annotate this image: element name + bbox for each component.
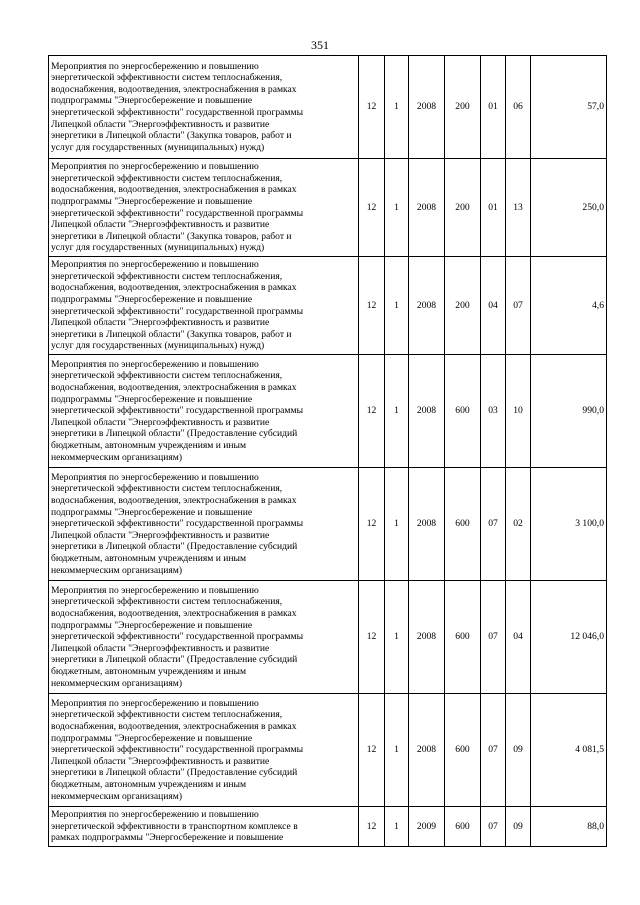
col-3-cell: 2009 bbox=[409, 807, 445, 847]
table-row bbox=[49, 159, 607, 257]
page-number: 351 bbox=[311, 38, 329, 52]
col-6-cell: 07 bbox=[506, 257, 531, 355]
col-6-cell: 09 bbox=[506, 807, 531, 847]
col-5-cell: 07 bbox=[481, 807, 506, 847]
col-6-cell: 13 bbox=[506, 159, 531, 257]
amount-cell: 3 100,0 bbox=[531, 468, 607, 581]
row-description: Мероприятия по энергосбережению и повышению энергетической эффективности систем теплоснабжения, водоснабжения, водоотведения, электроснабжения в рамках подпрограммы "Энергосбережение и повышение энергетической эффективности" государственной программы Липецкой области "Энергоэффективность и развитие энергетики в Липецкой области" (Предоставление субсидий бюджетным, автономным учреждениям и иным некоммерческим организациям) bbox=[49, 694, 359, 807]
amount-cell: 12 046,0 bbox=[531, 581, 607, 694]
col-4-cell: 600 bbox=[445, 581, 481, 694]
table-row bbox=[49, 355, 607, 468]
row-description: Мероприятия по энергосбережению и повышению энергетической эффективности систем теплоснабжения, водоснабжения, водоотведения, электроснабжения в рамках подпрограммы "Энергосбережение и повышение энергетической эффективности" государственной программы Липецкой области "Энергоэффективность и развитие энергетики в Липецкой области" (Закупка товаров, работ и услуг для государственных (муниципальных) нужд) bbox=[49, 159, 359, 257]
col-1-cell: 12 bbox=[359, 159, 385, 257]
table-row bbox=[49, 581, 607, 694]
col-2-cell: 1 bbox=[385, 694, 409, 807]
amount-cell: 250,0 bbox=[531, 159, 607, 257]
row-description: Мероприятия по энергосбережению и повышению энергетической эффективности систем теплоснабжения, водоснабжения, водоотведения, электроснабжения в рамках подпрограммы "Энергосбережение и повышение энергетической эффективности" государственной программы Липецкой области "Энергоэффективность и развитие энергетики в Липецкой области" (Предоставление субсидий бюджетным, автономным учреждениям и иным некоммерческим организациям) bbox=[49, 581, 359, 694]
amount-cell: 990,0 bbox=[531, 355, 607, 468]
col-3-cell: 2008 bbox=[409, 159, 445, 257]
col-4-cell: 200 bbox=[445, 56, 481, 159]
col-5-cell: 07 bbox=[481, 468, 506, 581]
col-3-cell: 2008 bbox=[409, 257, 445, 355]
col-2-cell: 1 bbox=[385, 468, 409, 581]
col-3-cell: 2008 bbox=[409, 468, 445, 581]
col-6-cell: 10 bbox=[506, 355, 531, 468]
row-description: Мероприятия по энергосбережению и повышению энергетической эффективности систем теплоснабжения, водоснабжения, водоотведения, электроснабжения в рамках подпрограммы "Энергосбережение и повышение энергетической эффективности" государственной программы Липецкой области "Энергоэффективность и развитие энергетики в Липецкой области" (Закупка товаров, работ и услуг для государственных (муниципальных) нужд) bbox=[49, 257, 359, 355]
col-3-cell: 2008 bbox=[409, 694, 445, 807]
col-5-cell: 07 bbox=[481, 694, 506, 807]
col-2-cell: 1 bbox=[385, 581, 409, 694]
col-1-cell: 12 bbox=[359, 468, 385, 581]
row-description: Мероприятия по энергосбережению и повышению энергетической эффективности в транспортном комплексе в рамках подпрограммы "Энергосбережение и повышение bbox=[49, 807, 359, 847]
table-row bbox=[49, 56, 607, 159]
col-4-cell: 600 bbox=[445, 468, 481, 581]
table-row bbox=[49, 468, 607, 581]
col-5-cell: 07 bbox=[481, 581, 506, 694]
col-5-cell: 01 bbox=[481, 56, 506, 159]
col-2-cell: 1 bbox=[385, 355, 409, 468]
col-2-cell: 1 bbox=[385, 56, 409, 159]
table-row bbox=[49, 257, 607, 355]
col-1-cell: 12 bbox=[359, 355, 385, 468]
col-2-cell: 1 bbox=[385, 807, 409, 847]
col-1-cell: 12 bbox=[359, 581, 385, 694]
col-6-cell: 09 bbox=[506, 694, 531, 807]
col-3-cell: 2008 bbox=[409, 56, 445, 159]
col-4-cell: 600 bbox=[445, 355, 481, 468]
col-1-cell: 12 bbox=[359, 56, 385, 159]
amount-cell: 57,0 bbox=[531, 56, 607, 159]
table-row bbox=[49, 807, 607, 847]
row-description: Мероприятия по энергосбережению и повышению энергетической эффективности систем теплоснабжения, водоснабжения, водоотведения, электроснабжения в рамках подпрограммы "Энергосбережение и повышение энергетической эффективности" государственной программы Липецкой области "Энергоэффективность и развитие энергетики в Липецкой области" (Закупка товаров, работ и услуг для государственных (муниципальных) нужд) bbox=[49, 56, 359, 159]
col-5-cell: 04 bbox=[481, 257, 506, 355]
col-3-cell: 2008 bbox=[409, 581, 445, 694]
col-1-cell: 12 bbox=[359, 807, 385, 847]
col-5-cell: 03 bbox=[481, 355, 506, 468]
amount-cell: 4 081,5 bbox=[531, 694, 607, 807]
col-1-cell: 12 bbox=[359, 257, 385, 355]
col-4-cell: 200 bbox=[445, 159, 481, 257]
col-6-cell: 06 bbox=[506, 56, 531, 159]
col-6-cell: 04 bbox=[506, 581, 531, 694]
table-row bbox=[49, 694, 607, 807]
col-5-cell: 01 bbox=[481, 159, 506, 257]
budget-table bbox=[48, 55, 607, 847]
row-description: Мероприятия по энергосбережению и повышению энергетической эффективности систем теплоснабжения, водоснабжения, водоотведения, электроснабжения в рамках подпрограммы "Энергосбережение и повышение энергетической эффективности" государственной программы Липецкой области "Энергоэффективность и развитие энергетики в Липецкой области" (Предоставление субсидий бюджетным, автономным учреждениям и иным некоммерческим организациям) bbox=[49, 468, 359, 581]
col-4-cell: 600 bbox=[445, 694, 481, 807]
col-6-cell: 02 bbox=[506, 468, 531, 581]
amount-cell: 88,0 bbox=[531, 807, 607, 847]
col-4-cell: 200 bbox=[445, 257, 481, 355]
col-4-cell: 600 bbox=[445, 807, 481, 847]
row-description: Мероприятия по энергосбережению и повышению энергетической эффективности систем теплоснабжения, водоснабжения, водоотведения, электроснабжения в рамках подпрограммы "Энергосбережение и повышение энергетической эффективности" государственной программы Липецкой области "Энергоэффективность и развитие энергетики в Липецкой области" (Предоставление субсидий бюджетным, автономным учреждениям и иным некоммерческим организациям) bbox=[49, 355, 359, 468]
amount-cell: 4,6 bbox=[531, 257, 607, 355]
col-2-cell: 1 bbox=[385, 257, 409, 355]
col-1-cell: 12 bbox=[359, 694, 385, 807]
col-2-cell: 1 bbox=[385, 159, 409, 257]
col-3-cell: 2008 bbox=[409, 355, 445, 468]
